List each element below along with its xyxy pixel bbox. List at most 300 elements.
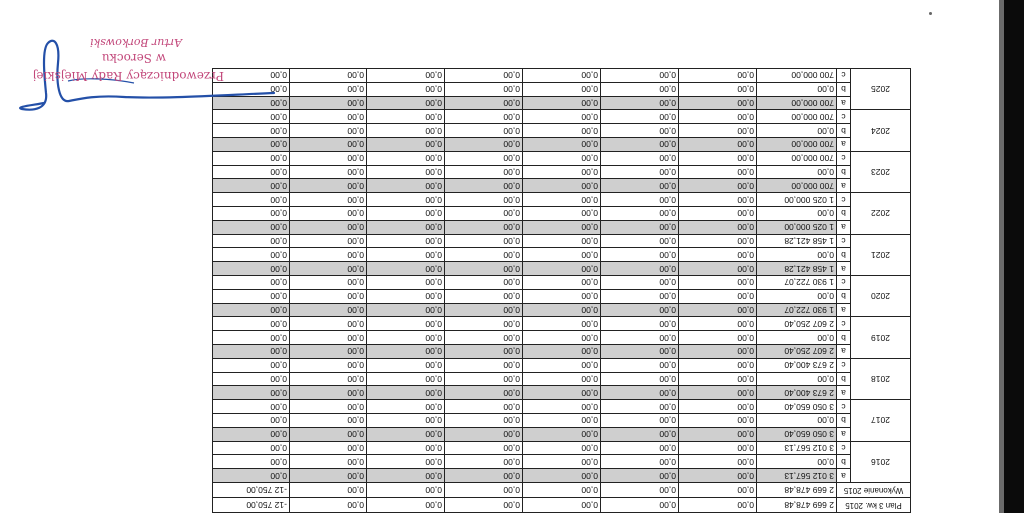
amount-cell: 0,00 xyxy=(678,386,756,400)
amount-cell: 0,00 xyxy=(366,179,444,193)
row-letter: b xyxy=(836,331,850,345)
amount-cell: 0,00 xyxy=(444,455,522,469)
amount-cell: 0,00 xyxy=(678,165,756,179)
table-row xyxy=(212,262,910,276)
amount-cell: 0,00 xyxy=(366,427,444,441)
amount-cell: 0,00 xyxy=(756,455,836,469)
amount-cell: 0,00 xyxy=(678,276,756,290)
row-letter: b xyxy=(836,455,850,469)
amount-cell: 0,00 xyxy=(289,96,366,110)
row-letter: b xyxy=(836,248,850,262)
amount-cell: 0,00 xyxy=(678,207,756,221)
amount-cell: 0,00 xyxy=(444,234,522,248)
table-row xyxy=(212,455,910,469)
amount-cell: 0,00 xyxy=(366,165,444,179)
amount-cell: 0,00 xyxy=(212,124,289,138)
amount-cell: 0,00 xyxy=(600,414,678,428)
amount-cell: 0,00 xyxy=(444,303,522,317)
amount-cell: 0,00 xyxy=(522,455,600,469)
amount-cell: 0,00 xyxy=(600,303,678,317)
amount-cell: 0,00 xyxy=(212,276,289,290)
amount-cell: 0,00 xyxy=(678,82,756,96)
amount-cell: 0,00 xyxy=(678,427,756,441)
amount-cell: 3 012 567,13 xyxy=(756,441,836,455)
row-letter: c xyxy=(836,110,850,124)
row-letter: a xyxy=(836,345,850,359)
table-row xyxy=(212,124,910,138)
amount-cell: 0,00 xyxy=(212,207,289,221)
amount-cell: 0,00 xyxy=(678,69,756,83)
summary-row-label: Plan 3 kw. 2015 xyxy=(836,498,910,513)
amount-cell: 0,00 xyxy=(600,358,678,372)
amount-cell: 0,00 xyxy=(522,234,600,248)
table-row xyxy=(212,96,910,110)
amount-cell: 0,00 xyxy=(522,110,600,124)
amount-cell: 0,00 xyxy=(444,358,522,372)
row-letter: a xyxy=(836,220,850,234)
amount-cell: 0,00 xyxy=(756,248,836,262)
amount-cell: 0,00 xyxy=(289,427,366,441)
amount-cell: 0,00 xyxy=(756,124,836,138)
amount-cell: 0,00 xyxy=(522,303,600,317)
amount-cell: 0,00 xyxy=(444,193,522,207)
amount-cell: 0,00 xyxy=(600,276,678,290)
amount-cell: 0,00 xyxy=(366,151,444,165)
amount-cell: 0,00 xyxy=(756,414,836,428)
amount-cell: 0,00 xyxy=(289,220,366,234)
table-row xyxy=(212,193,910,207)
amount-cell: 0,00 xyxy=(678,262,756,276)
amount-cell: 0,00 xyxy=(678,124,756,138)
amount-cell: 0,00 xyxy=(600,455,678,469)
amount-cell: 0,00 xyxy=(366,276,444,290)
amount-cell: 0,00 xyxy=(444,400,522,414)
summary-row-label: Wykonanie 2015 xyxy=(836,483,910,498)
row-letter: b xyxy=(836,414,850,428)
amount-cell: 0,00 xyxy=(522,386,600,400)
amount-cell: 0,00 xyxy=(289,317,366,331)
table-row xyxy=(212,427,910,441)
amount-cell: 0,00 xyxy=(522,345,600,359)
row-letter: a xyxy=(836,427,850,441)
amount-cell: 1 025 000,00 xyxy=(756,220,836,234)
amount-cell: 0,00 xyxy=(678,400,756,414)
amount-cell: 0,00 xyxy=(522,124,600,138)
amount-cell: 3 050 650,40 xyxy=(756,427,836,441)
amount-cell: 0,00 xyxy=(212,317,289,331)
amount-cell: 0,00 xyxy=(522,372,600,386)
amount-cell: 0,00 xyxy=(289,372,366,386)
amount-cell: 0,00 xyxy=(522,207,600,221)
row-letter: c xyxy=(836,69,850,83)
table-row xyxy=(212,469,910,483)
amount-cell: 0,00 xyxy=(600,207,678,221)
amount-cell: 0,00 xyxy=(522,469,600,483)
amount-cell: 0,00 xyxy=(212,289,289,303)
amount-cell: 0,00 xyxy=(212,441,289,455)
amount-cell: 0,00 xyxy=(366,317,444,331)
amount-cell: 0,00 xyxy=(289,179,366,193)
amount-cell: 0,00 xyxy=(444,262,522,276)
table-row xyxy=(212,151,910,165)
amount-cell: 0,00 xyxy=(289,289,366,303)
amount-cell: 0,00 xyxy=(289,303,366,317)
row-letter: c xyxy=(836,151,850,165)
amount-cell: 0,00 xyxy=(444,345,522,359)
row-letter: c xyxy=(836,234,850,248)
amount-cell: 0,00 xyxy=(289,345,366,359)
amount-cell: 0,00 xyxy=(212,234,289,248)
amount-cell: 0,00 xyxy=(366,400,444,414)
table-row xyxy=(212,317,910,331)
amount-cell: 0,00 xyxy=(600,110,678,124)
amount-cell: 0,00 xyxy=(212,400,289,414)
amount-cell: 0,00 xyxy=(678,441,756,455)
summary-row xyxy=(212,483,910,498)
amount-cell: 0,00 xyxy=(600,96,678,110)
amount-cell: 700 000,00 xyxy=(756,151,836,165)
table-row xyxy=(212,234,910,248)
amount-cell: 0,00 xyxy=(444,248,522,262)
amount-cell: 1 458 421,28 xyxy=(756,262,836,276)
amount-cell: 1 025 000,00 xyxy=(756,193,836,207)
amount-cell: 0,00 xyxy=(289,248,366,262)
table-row xyxy=(212,179,910,193)
amount-cell: 0,00 xyxy=(522,248,600,262)
amount-cell: 0,00 xyxy=(600,220,678,234)
table-row xyxy=(212,345,910,359)
amount-cell: 0,00 xyxy=(522,427,600,441)
amount-cell: 0,00 xyxy=(212,262,289,276)
amount-cell: 0,00 xyxy=(600,441,678,455)
amount-cell: 0,00 xyxy=(678,331,756,345)
amount-cell: 0,00 xyxy=(756,207,836,221)
amount-cell: 0,00 xyxy=(289,193,366,207)
amount-cell: 0,00 xyxy=(600,179,678,193)
year-cell: 2025 xyxy=(851,69,911,110)
year-cell: 2022 xyxy=(851,193,911,234)
amount-cell: 0,00 xyxy=(678,345,756,359)
amount-cell: 0,00 xyxy=(444,207,522,221)
amount-cell: 0,00 xyxy=(289,82,366,96)
table-row xyxy=(212,303,910,317)
amount-cell: 0,00 xyxy=(522,165,600,179)
amount-cell: 0,00 xyxy=(212,248,289,262)
amount-cell: 0,00 xyxy=(289,124,366,138)
amount-cell: 0,00 xyxy=(366,96,444,110)
amount-cell: 0,00 xyxy=(289,386,366,400)
row-letter: b xyxy=(836,289,850,303)
amount-cell: 1 930 722,07 xyxy=(756,276,836,290)
amount-cell: 0,00 xyxy=(444,372,522,386)
scan-speck xyxy=(929,12,932,15)
amount-cell: 0,00 xyxy=(366,220,444,234)
amount-cell: 0,00 xyxy=(600,262,678,276)
amount-cell: 0,00 xyxy=(444,179,522,193)
official-stamp xyxy=(0,0,262,105)
amount-cell: 0,00 xyxy=(600,151,678,165)
amount-cell: 0,00 xyxy=(289,498,366,513)
amount-cell: 0,00 xyxy=(366,386,444,400)
amount-cell: 0,00 xyxy=(756,165,836,179)
amount-cell: 0,00 xyxy=(212,331,289,345)
amount-cell: 0,00 xyxy=(289,234,366,248)
amount-cell: 0,00 xyxy=(212,345,289,359)
table-row xyxy=(212,110,910,124)
amount-cell: 0,00 xyxy=(678,193,756,207)
amount-cell: 0,00 xyxy=(678,469,756,483)
amount-cell: 0,00 xyxy=(756,372,836,386)
row-letter: a xyxy=(836,386,850,400)
amount-cell: 0,00 xyxy=(444,427,522,441)
amount-cell: 0,00 xyxy=(366,110,444,124)
row-letter: b xyxy=(836,372,850,386)
amount-cell: 0,00 xyxy=(289,455,366,469)
amount-cell: 0,00 xyxy=(366,248,444,262)
amount-cell: 0,00 xyxy=(366,193,444,207)
amount-cell: 0,00 xyxy=(600,345,678,359)
amount-cell: 3 050 650,40 xyxy=(756,400,836,414)
row-letter: c xyxy=(836,441,850,455)
amount-cell: 0,00 xyxy=(600,498,678,513)
amount-cell: 0,00 xyxy=(600,234,678,248)
amount-cell: 0,00 xyxy=(522,400,600,414)
amount-cell: 0,00 xyxy=(444,138,522,152)
amount-cell: 0,00 xyxy=(212,82,289,96)
amount-cell: 0,00 xyxy=(444,498,522,513)
row-letter: a xyxy=(836,469,850,483)
amount-cell: 0,00 xyxy=(600,331,678,345)
amount-cell: 0,00 xyxy=(212,193,289,207)
amount-cell: 0,00 xyxy=(212,469,289,483)
amount-cell: 0,00 xyxy=(600,248,678,262)
amount-cell: 0,00 xyxy=(678,455,756,469)
year-cell: 2024 xyxy=(851,110,911,151)
amount-cell: 0,00 xyxy=(444,386,522,400)
budget-table xyxy=(212,68,911,513)
amount-cell: 0,00 xyxy=(212,220,289,234)
amount-cell: 0,00 xyxy=(600,400,678,414)
amount-cell: 0,00 xyxy=(289,165,366,179)
amount-cell: 0,00 xyxy=(444,276,522,290)
row-letter: a xyxy=(836,138,850,152)
amount-cell: 0,00 xyxy=(289,138,366,152)
amount-cell: 0,00 xyxy=(678,289,756,303)
amount-cell: 0,00 xyxy=(366,469,444,483)
amount-cell: 0,00 xyxy=(678,248,756,262)
amount-cell: 0,00 xyxy=(522,96,600,110)
amount-cell: 0,00 xyxy=(444,124,522,138)
amount-cell: 0,00 xyxy=(289,400,366,414)
table-row xyxy=(212,414,910,428)
amount-cell: 0,00 xyxy=(366,358,444,372)
amount-cell: 0,00 xyxy=(756,289,836,303)
amount-cell: 0,00 xyxy=(289,414,366,428)
amount-cell: 0,00 xyxy=(678,358,756,372)
table-row xyxy=(212,358,910,372)
amount-cell: 0,00 xyxy=(289,207,366,221)
amount-cell: 0,00 xyxy=(678,414,756,428)
amount-cell: 0,00 xyxy=(289,276,366,290)
amount-cell: 0,00 xyxy=(600,69,678,83)
amount-cell: 0,00 xyxy=(366,441,444,455)
table-row xyxy=(212,69,910,83)
amount-cell: 0,00 xyxy=(444,110,522,124)
row-letter: c xyxy=(836,317,850,331)
stamp-title: Przewodniczący Rady Miejskiej xyxy=(32,69,224,83)
table-row xyxy=(212,386,910,400)
amount-cell: 0,00 xyxy=(444,220,522,234)
table-row xyxy=(212,276,910,290)
amount-cell: 0,00 xyxy=(366,414,444,428)
amount-cell: 0,00 xyxy=(366,82,444,96)
year-cell: 2019 xyxy=(851,317,911,358)
amount-cell: 0,00 xyxy=(212,358,289,372)
row-letter: b xyxy=(836,207,850,221)
row-letter: c xyxy=(836,193,850,207)
amount-cell: 2 669 478,48 xyxy=(756,483,836,498)
amount-cell: 0,00 xyxy=(678,179,756,193)
amount-cell: 0,00 xyxy=(212,165,289,179)
row-letter: b xyxy=(836,124,850,138)
table-row xyxy=(212,400,910,414)
amount-cell: 0,00 xyxy=(522,138,600,152)
amount-cell: 0,00 xyxy=(444,317,522,331)
amount-cell: 700 000,00 xyxy=(756,69,836,83)
amount-cell: 0,00 xyxy=(289,151,366,165)
row-letter: c xyxy=(836,358,850,372)
amount-cell: 0,00 xyxy=(522,193,600,207)
amount-cell: 0,00 xyxy=(678,96,756,110)
amount-cell: 700 000,00 xyxy=(756,138,836,152)
amount-cell: 0,00 xyxy=(600,165,678,179)
amount-cell: 0,00 xyxy=(678,303,756,317)
row-letter: a xyxy=(836,262,850,276)
table-row xyxy=(212,207,910,221)
table-row xyxy=(212,372,910,386)
amount-cell: 0,00 xyxy=(756,331,836,345)
amount-cell: 0,00 xyxy=(366,303,444,317)
amount-cell: 0,00 xyxy=(678,483,756,498)
year-cell: 2018 xyxy=(851,358,911,399)
amount-cell: 700 000,00 xyxy=(756,179,836,193)
amount-cell: 0,00 xyxy=(522,179,600,193)
amount-cell: 2 673 400,40 xyxy=(756,386,836,400)
stamp-signatory: Artur Borkowski xyxy=(90,36,182,49)
amount-cell: 700 000,00 xyxy=(756,96,836,110)
amount-cell: 0,00 xyxy=(289,358,366,372)
amount-cell: 0,00 xyxy=(444,151,522,165)
amount-cell: 0,00 xyxy=(522,483,600,498)
amount-cell: 0,00 xyxy=(600,289,678,303)
amount-cell: 2 673 400,40 xyxy=(756,358,836,372)
amount-cell: -12 750,00 xyxy=(212,498,289,513)
amount-cell: 0,00 xyxy=(678,151,756,165)
amount-cell: 0,00 xyxy=(522,276,600,290)
amount-cell: 0,00 xyxy=(444,469,522,483)
amount-cell: 0,00 xyxy=(444,483,522,498)
amount-cell: 0,00 xyxy=(212,455,289,469)
amount-cell: 0,00 xyxy=(678,110,756,124)
amount-cell: 0,00 xyxy=(600,386,678,400)
amount-cell: 0,00 xyxy=(212,96,289,110)
amount-cell: 0,00 xyxy=(600,124,678,138)
amount-cell: 0,00 xyxy=(444,69,522,83)
amount-cell: 0,00 xyxy=(678,234,756,248)
amount-cell: 0,00 xyxy=(600,138,678,152)
amount-cell: 0,00 xyxy=(212,69,289,83)
row-letter: c xyxy=(836,276,850,290)
row-letter: b xyxy=(836,165,850,179)
table-row xyxy=(212,165,910,179)
amount-cell: 0,00 xyxy=(444,441,522,455)
amount-cell: 0,00 xyxy=(444,165,522,179)
stamp-place: w Serocku xyxy=(101,51,166,65)
amount-cell: 0,00 xyxy=(366,124,444,138)
amount-cell: 0,00 xyxy=(600,193,678,207)
amount-cell: 0,00 xyxy=(366,483,444,498)
amount-cell: 0,00 xyxy=(522,498,600,513)
row-letter: b xyxy=(836,82,850,96)
amount-cell: 0,00 xyxy=(444,414,522,428)
amount-cell: 0,00 xyxy=(289,441,366,455)
amount-cell: 0,00 xyxy=(212,414,289,428)
amount-cell: 0,00 xyxy=(756,82,836,96)
row-letter: c xyxy=(836,400,850,414)
summary-row xyxy=(212,498,910,513)
amount-cell: 0,00 xyxy=(212,303,289,317)
amount-cell: 0,00 xyxy=(600,469,678,483)
amount-cell: 0,00 xyxy=(366,138,444,152)
table-row xyxy=(212,331,910,345)
amount-cell: 1 458 421,28 xyxy=(756,234,836,248)
amount-cell: 0,00 xyxy=(212,138,289,152)
amount-cell: 0,00 xyxy=(600,82,678,96)
amount-cell: 0,00 xyxy=(289,69,366,83)
amount-cell: 0,00 xyxy=(522,220,600,234)
amount-cell: 0,00 xyxy=(366,498,444,513)
amount-cell: 0,00 xyxy=(366,345,444,359)
scan-edge-shadow xyxy=(999,0,1004,513)
table-row xyxy=(212,248,910,262)
amount-cell: 0,00 xyxy=(444,331,522,345)
amount-cell: 0,00 xyxy=(366,331,444,345)
year-cell: 2016 xyxy=(851,441,911,482)
table-row xyxy=(212,220,910,234)
amount-cell: 0,00 xyxy=(678,138,756,152)
year-cell: 2017 xyxy=(851,400,911,441)
amount-cell: 0,00 xyxy=(212,151,289,165)
amount-cell: 0,00 xyxy=(678,317,756,331)
amount-cell: 0,00 xyxy=(600,317,678,331)
amount-cell: 0,00 xyxy=(212,179,289,193)
amount-cell: 0,00 xyxy=(289,110,366,124)
amount-cell: 0,00 xyxy=(212,427,289,441)
amount-cell: 0,00 xyxy=(366,262,444,276)
amount-cell: 0,00 xyxy=(444,96,522,110)
amount-cell: 2 607 250,40 xyxy=(756,317,836,331)
amount-cell: 0,00 xyxy=(289,483,366,498)
amount-cell: 0,00 xyxy=(212,386,289,400)
amount-cell: 0,00 xyxy=(366,234,444,248)
amount-cell: 0,00 xyxy=(366,372,444,386)
year-cell: 2021 xyxy=(851,234,911,275)
scan-edge xyxy=(1004,0,1024,513)
amount-cell: 0,00 xyxy=(522,262,600,276)
amount-cell: 0,00 xyxy=(522,358,600,372)
amount-cell: 700 000,00 xyxy=(756,110,836,124)
row-letter: a xyxy=(836,179,850,193)
